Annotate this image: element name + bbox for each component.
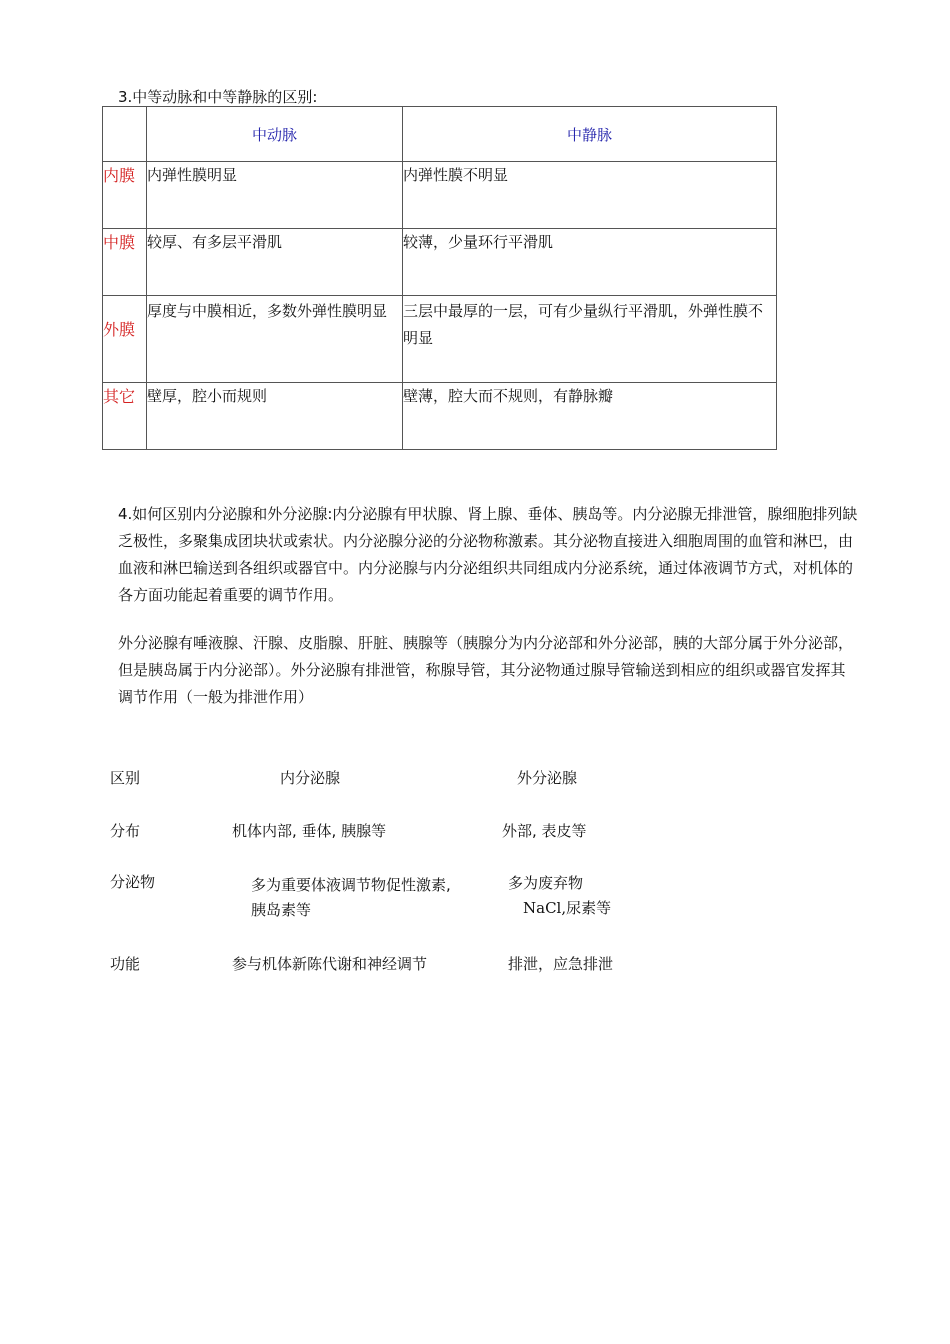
comparison-exocrine-extra: NaCl,尿素等 (523, 899, 612, 917)
row-label: 外膜 (103, 296, 147, 383)
section4-paragraph-2: 外分泌腺有唾液腺、汗腺、皮脂腺、肝脏、胰腺等（胰腺分为内分泌部和外分泌部，胰的大部分属于外分泌部，但是胰岛属于内分泌部）。外分泌腺有排泄管，称腺导管，其分泌物通过腺导管输送到相应的组织或器官发挥其调节作用（一般为排泄作用） (118, 634, 854, 706)
comparison-row-label: 分泌物 (110, 873, 156, 891)
vein-cell: 三层中最厚的一层，可有少量纵行平滑肌，外弹性膜不明显 (403, 296, 777, 383)
comparison-exocrine-cell: 多为废弃物 (508, 874, 584, 892)
comparison-endocrine-cell: 参与机体新陈代谢和神经调节 (232, 955, 428, 973)
comparison-header-exocrine: 外分泌腺 (517, 769, 578, 787)
comparison-row-label: 分布 (110, 822, 141, 840)
row-label: 其它 (103, 383, 147, 450)
comparison-endocrine-cell: 多为重要体液调节物促性激素, 胰岛素等 (251, 876, 451, 919)
comparison-exocrine-cell: 外部, 表皮等 (502, 822, 587, 840)
comparison-row-label: 功能 (110, 955, 141, 973)
header-vein: 中静脉 (403, 107, 777, 162)
row-label: 内膜 (103, 162, 147, 229)
row-label: 中膜 (103, 229, 147, 296)
table-row (103, 162, 777, 229)
comparison-exocrine-cell: 排泄，应急排泄 (508, 955, 614, 973)
artery-cell: 较厚、有多层平滑肌 (147, 229, 403, 296)
table-row (103, 383, 777, 450)
comparison-endocrine-cell: 机体内部, 垂体, 胰腺等 (232, 822, 387, 840)
header-empty-cell (103, 107, 147, 162)
table-row (103, 296, 777, 383)
header-artery: 中动脉 (147, 107, 403, 162)
table-row (103, 229, 777, 296)
vein-cell: 内弹性膜不明显 (403, 162, 777, 229)
vein-cell: 较薄，少量环行平滑肌 (403, 229, 777, 296)
comparison-header-endocrine: 内分泌腺 (280, 769, 341, 787)
artery-cell: 内弹性膜明显 (147, 162, 403, 229)
section4-paragraph-1: 4.如何区别内分泌腺和外分泌腺:内分泌腺有甲状腺、肾上腺、垂体、胰岛等。内分泌腺无排泄管，腺细胞排列缺乏极性，多聚集成团块状或索状。内分泌腺分泌的分泌物称激素。其分泌物直接进入细胞周围的血管和淋巴，由血液和淋巴输送到各组织或器官中。内分泌腺与内分泌组织共同组成内分泌系统，通过体液调节方式，对机体的各方面功能起着重要的调节作用。 (118, 505, 858, 604)
artery-cell: 厚度与中膜相近，多数外弹性膜明显 (147, 296, 403, 383)
vein-cell: 壁薄，腔大而不规则，有静脉瓣 (403, 383, 777, 450)
table-header-row (103, 107, 777, 162)
section3-title: 3.中等动脉和中等静脉的区别: (118, 88, 318, 106)
artery-vein-table (102, 106, 777, 450)
artery-cell: 壁厚，腔小而规则 (147, 383, 403, 450)
comparison-header-label: 区别 (110, 769, 141, 787)
